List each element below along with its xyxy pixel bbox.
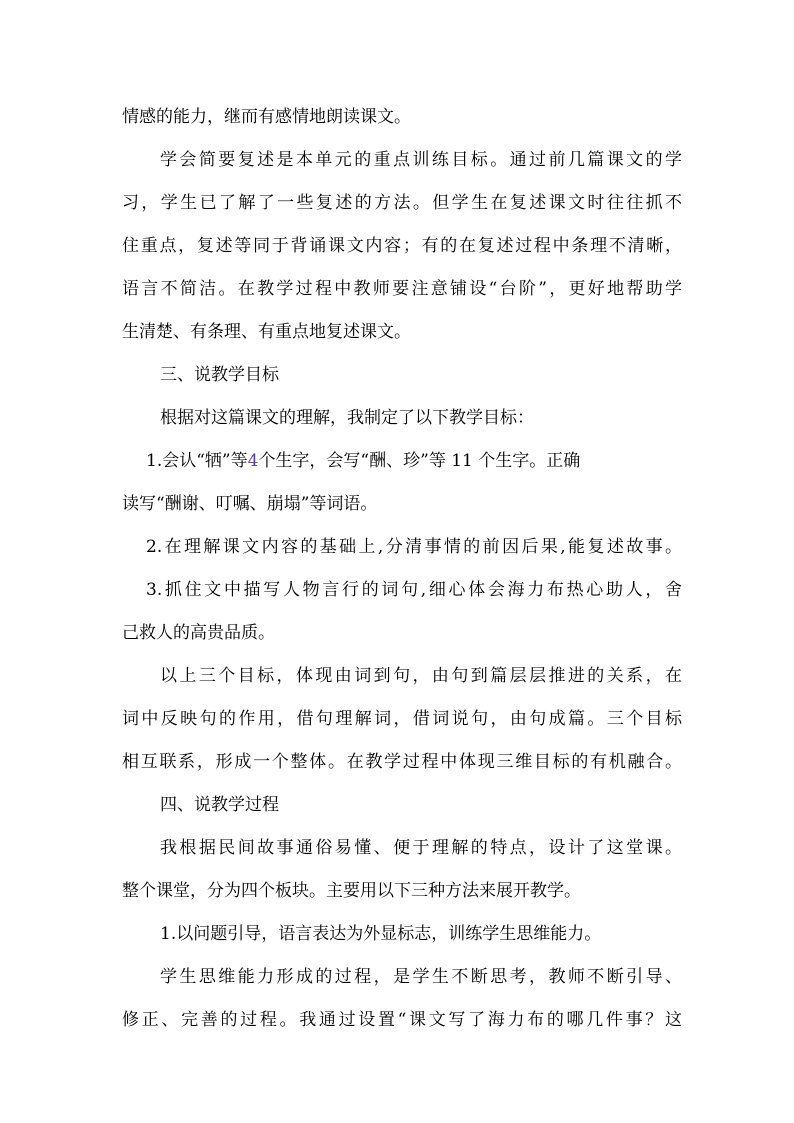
objective-line: 2.在理解课文内容的基础上,分清事情的前因后果,能复述故事。	[146, 537, 682, 557]
paragraph-line: 住重点，复述等同于背诵课文内容；有的在复述过程中条理不清晰，	[122, 236, 682, 256]
paragraph-line: 生清楚、有条理、有重点地复述课文。	[122, 322, 411, 342]
paragraph-line: 以上三个目标，体现由词到句，由句到篇层层推进的关系，在	[160, 666, 682, 686]
paragraph-line: 习，学生已了解了一些复述的方法。但学生在复述课文时往往抓不	[122, 193, 682, 213]
paragraph-line: 学会简要复述是本单元的重点训练目标。通过前几篇课文的学	[160, 150, 682, 170]
objective-line: 3.抓住文中描写人物言行的词句,细心体会海力布热心助人，舍	[146, 580, 682, 600]
paragraph-line: 情感的能力，继而有感情地朗读课文。	[122, 107, 411, 127]
paragraph-line: 整个课堂，分为四个板块。主要用以下三种方法来展开教学。	[122, 881, 581, 901]
objective-line	[146, 450, 682, 472]
section-heading: 三、说教学目标	[160, 365, 279, 385]
paragraph-line: 读写“酬谢、叮嘱、崩塌”等词语。	[122, 494, 378, 514]
highlighted-number: 4	[247, 451, 259, 471]
method-line: 1.以问题引导，语言表达为外显标志，训练学生思维能力。	[160, 924, 602, 944]
paragraph-line: 修正、完善的过程。我通过设置“课文写了海力布的哪几件事？这	[122, 1010, 682, 1030]
paragraph-line: 相互联系，形成一个整体。在教学过程中体现三维目标的有机融合。	[122, 752, 682, 772]
objective-text: 个生字，会写“酬、珍”等 11 个生字。正确	[258, 451, 581, 471]
objective-text: 1.会认“牺”等	[146, 451, 248, 471]
paragraph-line: 学生思维能力形成的过程，是学生不断思考，教师不断引导、	[160, 967, 682, 987]
paragraph-line: 我根据民间故事通俗易懂、便于理解的特点，设计了这堂课。	[160, 838, 682, 858]
paragraph-line: 己救人的高贵品质。	[122, 623, 275, 643]
section-heading: 四、说教学过程	[160, 795, 279, 815]
paragraph-line: 语言不简洁。在教学过程中教师要注意铺设“台阶”，更好地帮助学	[122, 279, 682, 299]
paragraph-line: 根据对这篇课文的理解，我制定了以下教学目标：	[160, 408, 534, 428]
paragraph-line: 词中反映句的作用，借句理解词，借词说句，由句成篇。三个目标	[122, 709, 682, 729]
